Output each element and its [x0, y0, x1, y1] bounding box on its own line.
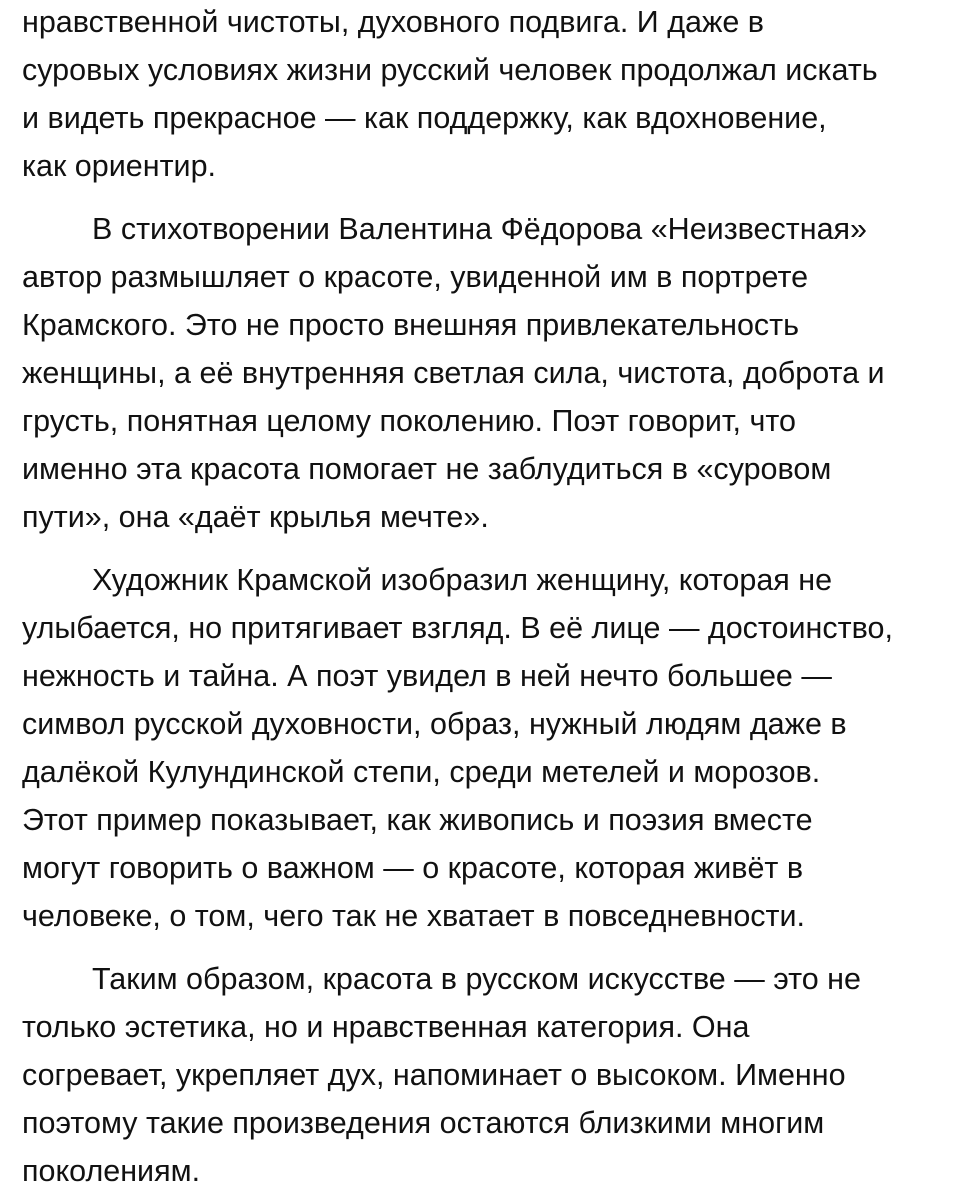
- text-line: Крамского. Это не просто внешняя привлекательность: [22, 308, 800, 342]
- paragraph-gap: [22, 190, 952, 205]
- document-body: [22, 0, 952, 1195]
- paragraph-1: [22, 0, 952, 190]
- paragraph-4: [22, 955, 952, 1195]
- text-line: как ориентир.: [22, 149, 217, 183]
- text-line: улыбается, но притягивает взгляд. В её лице — достоинство,: [22, 611, 893, 645]
- paragraph-gap: [22, 940, 952, 955]
- text-line-first: Таким образом, красота в русском искусстве — это не: [92, 962, 861, 996]
- text-line-first: Художник Крамской изобразил женщину, которая не: [92, 563, 833, 597]
- text-line: поэтому такие произведения остаются близкими многим: [22, 1106, 825, 1140]
- text-line: могут говорить о важном — о красоте, которая живёт в: [22, 851, 804, 885]
- text-line: женщины, а её внутренняя светлая сила, чистота, доброта и: [22, 356, 885, 390]
- text-line: далёкой Кулундинской степи, среди метелей и морозов.: [22, 755, 821, 789]
- text-line: грусть, понятная целому поколению. Поэт говорит, что: [22, 404, 796, 438]
- text-line: символ русской духовности, образ, нужный людям даже в: [22, 707, 847, 741]
- text-line: суровых условиях жизни русский человек продолжал искать: [22, 53, 878, 87]
- text-line: и видеть прекрасное — как поддержку, как вдохновение,: [22, 101, 827, 135]
- text-line: нежность и тайна. А поэт увидел в ней нечто большее —: [22, 659, 832, 693]
- text-line: пути», она «даёт крылья мечте».: [22, 500, 489, 534]
- paragraph-2: [22, 205, 952, 541]
- text-line: поколениям.: [22, 1154, 201, 1188]
- text-line: нравственной чистоты, духовного подвига. И даже в: [22, 5, 764, 39]
- paragraph-gap: [22, 541, 952, 556]
- text-line: согревает, укрепляет дух, напоминает о высоком. Именно: [22, 1058, 846, 1092]
- text-line: Этот пример показывает, как живопись и поэзия вместе: [22, 803, 813, 837]
- text-line: человеке, о том, чего так не хватает в повседневности.: [22, 899, 806, 933]
- paragraph-3: [22, 556, 952, 940]
- text-line: автор размышляет о красоте, увиденной им в портрете: [22, 260, 809, 294]
- text-line: именно эта красота помогает не заблудиться в «суровом: [22, 452, 832, 486]
- text-line: только эстетика, но и нравственная категория. Она: [22, 1010, 750, 1044]
- text-line-first: В стихотворении Валентина Фёдорова «Неизвестная»: [92, 212, 868, 246]
